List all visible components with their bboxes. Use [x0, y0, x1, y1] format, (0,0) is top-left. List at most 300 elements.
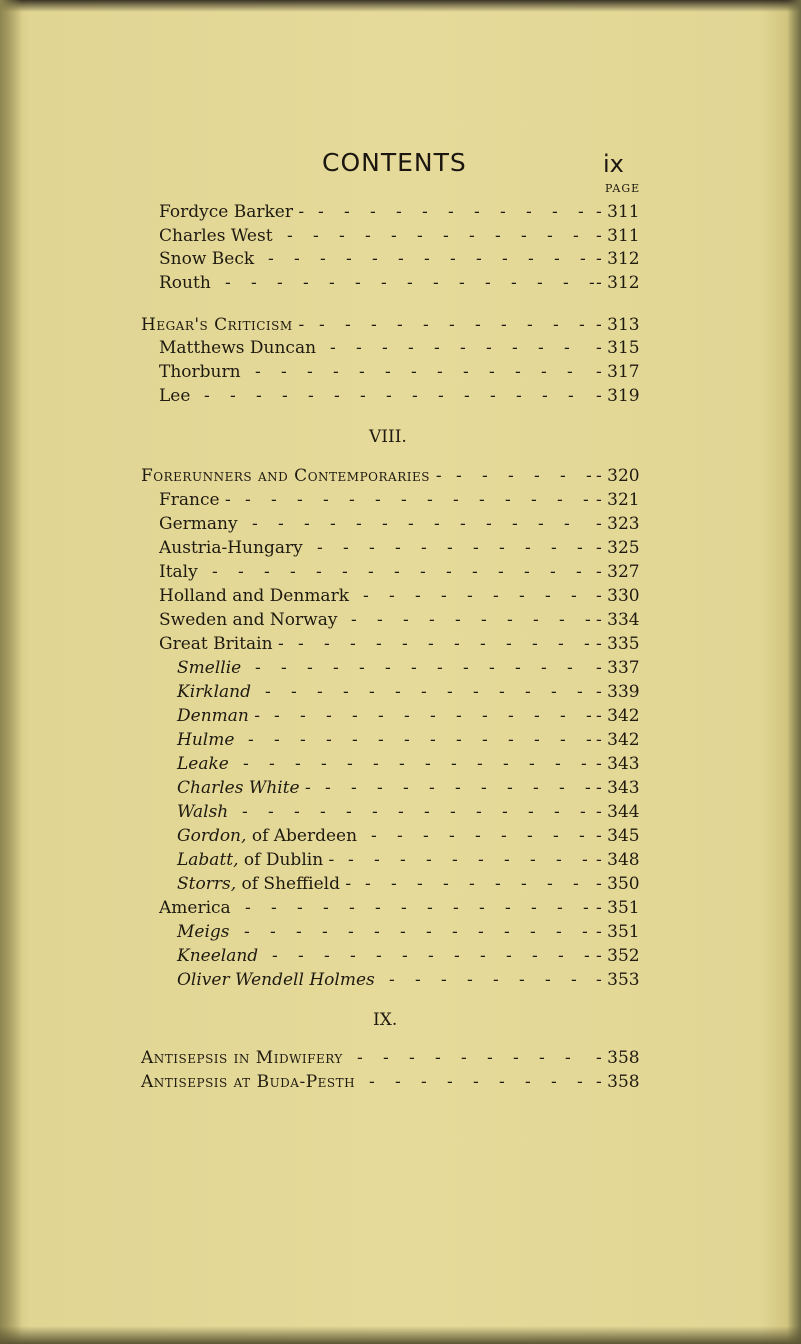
leader-dash: -	[325, 778, 331, 798]
leader-dash: -	[391, 874, 397, 894]
leader-dash: -	[255, 658, 261, 678]
toc-entry-title: Antisepsis in Midwifery	[141, 1048, 343, 1068]
toc-entry-title: Snow Beck	[159, 249, 255, 269]
leader-dash: -	[385, 362, 391, 382]
leader-dash: -	[375, 898, 381, 918]
leader-dash: -	[375, 490, 381, 510]
leader-dash: -	[508, 466, 514, 486]
leader-dash: -	[564, 514, 570, 534]
leader-dash: -	[351, 610, 357, 630]
leader-dash: -	[294, 802, 300, 822]
leader-dash: -	[441, 970, 447, 990]
leader-dash: -	[507, 610, 513, 630]
toc-entry-title: Walsh	[177, 802, 229, 822]
leader-dash: -	[507, 778, 513, 798]
leader-dash: -	[502, 802, 508, 822]
leader-dash: -	[480, 946, 486, 966]
leader-dash: -	[443, 874, 449, 894]
leader-dash: -	[420, 562, 426, 582]
leader-dash: -	[404, 730, 410, 750]
leader-dash: -	[504, 850, 510, 870]
leader-dash: -	[415, 970, 421, 990]
leader-dash: -	[376, 634, 382, 654]
leader-dash: -	[297, 898, 303, 918]
leader-dash: -	[359, 658, 365, 678]
toc-entry-title: Charles White -	[177, 778, 311, 798]
toc-entry	[159, 512, 640, 536]
leader-dash: -	[255, 362, 261, 382]
leader-dash: -	[563, 273, 569, 293]
toc-entry	[177, 824, 640, 848]
leader-dash: -	[308, 386, 314, 406]
leader-dash: -	[417, 874, 423, 894]
leader-dash: -	[464, 386, 470, 406]
leader-dash: -	[558, 634, 564, 654]
leader-dash: -	[291, 682, 297, 702]
toc-entry	[177, 800, 640, 824]
toc-entry	[159, 632, 640, 656]
toc-entry-page: - 315	[596, 338, 640, 358]
toc-entry-title: Italy	[159, 562, 198, 582]
leader-dash: -	[586, 466, 592, 486]
leader-dash: -	[567, 658, 573, 678]
leader-dash: -	[534, 706, 540, 726]
toc-entry-page: - 358	[596, 1072, 640, 1092]
toc-entry-page: - 350	[596, 874, 640, 894]
leader-dash: -	[455, 610, 461, 630]
leader-dash: -	[495, 874, 501, 894]
leader-dash: -	[324, 946, 330, 966]
page-right-edge	[787, 0, 801, 1344]
leader-dash: -	[559, 610, 565, 630]
leader-dash: -	[530, 850, 536, 870]
leader-dash: -	[350, 946, 356, 966]
leader-dash: -	[371, 315, 377, 335]
leader-dash: -	[245, 898, 251, 918]
leader-dash: -	[531, 898, 537, 918]
leader-dash: -	[402, 946, 408, 966]
toc-entry	[159, 360, 640, 384]
toc-entry-title: Sweden and Norway	[159, 610, 338, 630]
leader-dash: -	[323, 490, 329, 510]
leader-dash: -	[317, 538, 323, 558]
leader-dash: -	[499, 538, 505, 558]
leader-dash: -	[368, 562, 374, 582]
leader-dash: -	[369, 682, 375, 702]
leader-dash: -	[401, 898, 407, 918]
leader-dash: -	[277, 273, 283, 293]
leader-dash: -	[564, 338, 570, 358]
leader-dash: -	[446, 562, 452, 582]
leader-dash: -	[506, 946, 512, 966]
toc-entry-title: Hulme	[177, 730, 235, 750]
leader-dash: -	[550, 562, 556, 582]
toc-entry-subtitle: of Aberdeen	[251, 826, 358, 846]
leader-dash: -	[395, 538, 401, 558]
leader-dash: -	[423, 315, 429, 335]
leader-dash: -	[352, 706, 358, 726]
leader-dash: -	[448, 202, 454, 222]
leader-dash: -	[348, 922, 354, 942]
leader-dash: -	[321, 754, 327, 774]
toc-entry-page: - 344	[596, 802, 640, 822]
leader-dash: -	[271, 898, 277, 918]
toc-entry-page: - 334	[596, 610, 640, 630]
leader-dash: -	[493, 586, 499, 606]
leader-dash: -	[519, 970, 525, 990]
leader-dash: -	[571, 970, 577, 990]
leader-dash: -	[377, 778, 383, 798]
leader-dash: -	[412, 386, 418, 406]
leader-dash: -	[381, 273, 387, 293]
leader-dash: -	[532, 634, 538, 654]
page-gutter	[0, 0, 22, 1344]
leader-dash: -	[479, 898, 485, 918]
toc-entry-title: Denman -	[177, 706, 260, 726]
leader-dash: -	[402, 634, 408, 654]
leader-dash: -	[438, 386, 444, 406]
leader-dash: -	[408, 338, 414, 358]
leader-dash: -	[264, 562, 270, 582]
leader-dash: -	[369, 538, 375, 558]
leader-dash: -	[579, 826, 585, 846]
leader-dash: -	[347, 754, 353, 774]
toc-entry	[177, 656, 640, 680]
leader-dash: -	[256, 386, 262, 406]
toc-entry	[141, 1070, 640, 1094]
leader-dash: -	[577, 682, 583, 702]
leader-dash: -	[329, 273, 335, 293]
toc-entry	[159, 224, 640, 248]
toc-entry-page: - 335	[596, 634, 640, 654]
leader-dash: -	[460, 514, 466, 534]
leader-dash: -	[560, 730, 566, 750]
toc-entry-title: Kirkland	[177, 682, 251, 702]
leader-dash: -	[476, 249, 482, 269]
leader-dash: -	[486, 514, 492, 534]
leader-dash: -	[534, 466, 540, 486]
toc-entry	[177, 968, 640, 992]
leader-dash: -	[481, 778, 487, 798]
leader-dash: -	[503, 754, 509, 774]
leader-dash: -	[455, 778, 461, 798]
toc-entry-title: France -	[159, 490, 231, 510]
leader-dash: -	[557, 490, 563, 510]
leader-dash: -	[557, 898, 563, 918]
leader-dash: -	[460, 338, 466, 358]
leader-dash: -	[244, 922, 250, 942]
leader-dash: -	[447, 682, 453, 702]
toc-entry-page: - 342	[596, 706, 640, 726]
leader-dash: -	[531, 490, 537, 510]
leader-dash: -	[499, 1072, 505, 1092]
leader-dash: -	[411, 362, 417, 382]
leader-dash: -	[558, 946, 564, 966]
toc-entry	[177, 752, 640, 776]
leader-dash: -	[304, 514, 310, 534]
leader-dash: -	[282, 386, 288, 406]
toc-entry	[159, 608, 640, 632]
leader-dash: -	[265, 682, 271, 702]
leader-dash: -	[324, 634, 330, 654]
toc-entry-title: Germany	[159, 514, 238, 534]
leader-dash: -	[359, 362, 365, 382]
leader-dash: -	[578, 202, 584, 222]
toc-entry-subtitle: of Dublin -	[243, 850, 335, 870]
leader-dash: -	[508, 706, 514, 726]
leader-dash: -	[556, 922, 562, 942]
leader-dash: -	[425, 754, 431, 774]
toc-entry-title: Holland and Denmark	[159, 586, 349, 606]
toc-entry-page: - 351	[596, 922, 640, 942]
toc-entry-page: - 339	[596, 682, 640, 702]
leader-dash: -	[473, 682, 479, 702]
leader-dash: -	[373, 754, 379, 774]
leader-dash: -	[482, 706, 488, 726]
leader-dash: -	[398, 249, 404, 269]
leader-dash: -	[559, 778, 565, 798]
leader-dash: -	[391, 226, 397, 246]
toc-entry-page: - 352	[596, 946, 640, 966]
leader-dash: -	[424, 249, 430, 269]
leader-dash: -	[547, 874, 553, 894]
leader-dash: -	[515, 658, 521, 678]
leader-dash: -	[537, 273, 543, 293]
leader-dash: -	[326, 730, 332, 750]
leader-dash: -	[342, 562, 348, 582]
leader-dash: -	[360, 386, 366, 406]
leader-dash: -	[400, 922, 406, 942]
leader-dash: -	[493, 970, 499, 990]
leader-dash: -	[551, 682, 557, 702]
leader-dash: -	[453, 490, 459, 510]
toc-entry	[159, 336, 640, 360]
toc-entry	[177, 872, 640, 896]
leader-dash: -	[422, 202, 428, 222]
leader-dash: -	[426, 850, 432, 870]
leader-dash: -	[307, 362, 313, 382]
toc-entry-page: - 312	[596, 273, 640, 293]
leader-dash: -	[499, 682, 505, 702]
toc-entry-page: - 319	[596, 386, 640, 406]
leader-dash: -	[389, 970, 395, 990]
leader-dash: -	[319, 315, 325, 335]
leader-dash: -	[400, 850, 406, 870]
leader-dash: -	[382, 514, 388, 534]
leader-dash: -	[281, 362, 287, 382]
leader-dash: -	[404, 706, 410, 726]
leader-dash: -	[475, 315, 481, 335]
leader-dash: -	[407, 273, 413, 293]
leader-dash: -	[317, 682, 323, 702]
leader-dash: -	[467, 970, 473, 990]
leader-dash: -	[459, 273, 465, 293]
toc-entry	[159, 384, 640, 408]
leader-dash: -	[580, 249, 586, 269]
leader-dash: -	[584, 634, 590, 654]
leader-dash: -	[527, 315, 533, 335]
toc-entry	[159, 536, 640, 560]
leader-dash: -	[295, 754, 301, 774]
leader-dash: -	[475, 826, 481, 846]
toc-entry-page: - 348	[596, 850, 640, 870]
leader-dash: -	[586, 706, 592, 726]
toc-entry-title: Antisepsis at Buda-Pesth	[141, 1072, 356, 1092]
leader-dash: -	[351, 778, 357, 798]
leader-dash: -	[343, 538, 349, 558]
leader-dash: -	[545, 970, 551, 990]
toc-entry-page: - 351	[596, 898, 640, 918]
leader-dash: -	[320, 802, 326, 822]
leader-dash: -	[290, 562, 296, 582]
leader-dash: -	[365, 874, 371, 894]
toc-entry-title: Austria-Hungary	[159, 538, 303, 558]
toc-entry-page: - 353	[596, 970, 640, 990]
leader-dash: -	[316, 562, 322, 582]
leader-dash: -	[268, 249, 274, 269]
leader-dash: -	[313, 226, 319, 246]
leader-dash: -	[242, 802, 248, 822]
leader-dash: -	[370, 202, 376, 222]
leader-dash: -	[551, 1072, 557, 1092]
leader-dash: -	[403, 610, 409, 630]
toc-entry	[141, 464, 640, 488]
leader-dash: -	[512, 514, 518, 534]
leader-dash: -	[399, 754, 405, 774]
leader-dash: -	[421, 682, 427, 702]
leader-dash: -	[525, 538, 531, 558]
leader-dash: -	[479, 490, 485, 510]
leader-dash: -	[398, 802, 404, 822]
leader-dash: -	[495, 226, 501, 246]
leader-dash: -	[581, 754, 587, 774]
leader-dash: -	[505, 490, 511, 510]
toc-entry	[177, 680, 640, 704]
leader-dash: -	[427, 490, 433, 510]
leader-dash: -	[303, 273, 309, 293]
toc-entry-page: - 313	[596, 315, 640, 335]
leader-dash: -	[376, 946, 382, 966]
leader-dash: -	[374, 922, 380, 942]
leader-dash: -	[451, 754, 457, 774]
leader-dash: -	[318, 202, 324, 222]
leader-dash: -	[287, 226, 293, 246]
leader-dash: -	[378, 730, 384, 750]
leader-dash: -	[500, 202, 506, 222]
leader-dash: -	[521, 226, 527, 246]
leader-dash: -	[307, 658, 313, 678]
toc-entry-page: - 337	[596, 658, 640, 678]
toc-entry-title: Lee	[159, 386, 191, 406]
leader-dash: -	[377, 610, 383, 630]
leader-dash: -	[511, 273, 517, 293]
leader-dash: -	[356, 338, 362, 358]
leader-dash: -	[505, 898, 511, 918]
leader-dash: -	[330, 514, 336, 534]
leader-dash: -	[456, 730, 462, 750]
leader-dash: -	[297, 490, 303, 510]
toc-entry-title: Smellie	[177, 658, 242, 678]
leader-dash: -	[502, 249, 508, 269]
toc-entry-title: Great Britain -	[159, 634, 284, 654]
leader-dash: -	[204, 386, 210, 406]
leader-dash: -	[553, 826, 559, 846]
leader-dash: -	[573, 226, 579, 246]
toc-entry-title: Hegar's Criticism -	[141, 315, 305, 335]
leader-dash: -	[389, 586, 395, 606]
leader-dash: -	[487, 1048, 493, 1068]
toc-entry-page: - 327	[596, 562, 640, 582]
leader-dash: -	[532, 946, 538, 966]
leader-dash: -	[443, 226, 449, 246]
leader-dash: -	[346, 249, 352, 269]
leader-dash: -	[383, 1048, 389, 1068]
leader-dash: -	[428, 634, 434, 654]
toc-entry-page: - 330	[596, 586, 640, 606]
page-bottom-edge	[0, 1326, 801, 1344]
leader-dash: -	[411, 658, 417, 678]
toc-entry	[159, 584, 640, 608]
leader-dash: -	[272, 946, 278, 966]
toc-entry	[177, 848, 640, 872]
leader-dash: -	[565, 1048, 571, 1068]
toc-entry-page: - 343	[596, 754, 640, 774]
leader-dash: -	[245, 490, 251, 510]
leader-dash: -	[212, 562, 218, 582]
leader-dash: -	[513, 1048, 519, 1068]
leader-dash: -	[463, 362, 469, 382]
leader-dash: -	[528, 249, 534, 269]
leader-dash: -	[349, 490, 355, 510]
leader-dash: -	[374, 850, 380, 870]
leader-dash: -	[348, 850, 354, 870]
leader-dash: -	[333, 658, 339, 678]
toc-entry-title: Fordyce Barker -	[159, 202, 305, 222]
leader-dash: -	[415, 586, 421, 606]
leader-dash: -	[501, 315, 507, 335]
leader-dash: -	[577, 1072, 583, 1092]
leader-dash: -	[437, 658, 443, 678]
leader-dash: -	[533, 610, 539, 630]
toc-entry	[159, 488, 640, 512]
leader-dash: -	[408, 514, 414, 534]
leader-dash: -	[580, 802, 586, 822]
leader-dash: -	[512, 338, 518, 358]
leader-dash: -	[225, 273, 231, 293]
leader-dash: -	[469, 226, 475, 246]
leader-dash: -	[430, 730, 436, 750]
leader-dash: -	[527, 826, 533, 846]
leader-dash: -	[551, 538, 557, 558]
leader-dash: -	[541, 362, 547, 382]
toc-entry-title: Forerunners and Contemporaries -	[141, 466, 443, 486]
toc-entry-title: Routh	[159, 273, 211, 293]
leader-dash: -	[456, 706, 462, 726]
leader-dash: -	[476, 802, 482, 822]
leader-dash: -	[467, 586, 473, 606]
leader-dash: -	[371, 826, 377, 846]
leader-dash: -	[508, 730, 514, 750]
leader-dash: -	[478, 850, 484, 870]
leader-dash: -	[298, 634, 304, 654]
toc-entry-page: - 317	[596, 362, 640, 382]
leader-dash: -	[541, 658, 547, 678]
leader-dash: -	[423, 826, 429, 846]
leader-dash: -	[450, 802, 456, 822]
leader-dash: -	[421, 1072, 427, 1092]
leader-dash: -	[450, 249, 456, 269]
toc-entry-title: Leake	[177, 754, 229, 774]
